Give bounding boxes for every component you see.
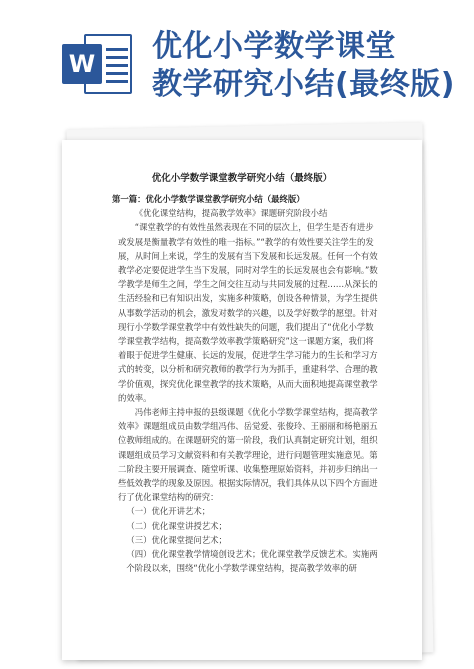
paragraph: 冯伟老师主持申报的县级课题《优化小学数学课堂结构，提高教学效率》课题组成员由数学组冯伟、岳觉爱、张俊玲、王丽丽和杨艳丽五位教师组成的。在课题研究的第一阶段，我们认真制定研究计划，组织课题组成员学习文献资料和有关教学理论，进行问题管理实施意见。第二阶段主要开展调查、随堂听课、收集整理原始资料，并初步归纳出一些低效教学的现象及原因。根据实际情况，我们具体从以下四个方面进行了优化课堂结构的研究： xyxy=(118,407,378,503)
document-page xyxy=(62,140,422,660)
list-item: （一）优化开讲艺术； xyxy=(126,506,211,517)
document-title: 优化小学数学课堂教学研究小结（最终版） xyxy=(151,173,333,184)
word-icon xyxy=(62,34,134,96)
list-item: （二）优化课堂讲授艺术； xyxy=(126,520,227,531)
word-letter-badge: W xyxy=(62,44,102,84)
document-body xyxy=(112,192,380,575)
header-banner xyxy=(0,0,474,118)
list-item: （四）优化课堂教学情境创设艺术；优化课堂教学反馈艺术。实施两个阶段以来，围绕“优化小学数学课堂结构，提高教学效率的研 xyxy=(126,549,378,574)
paragraph: “课堂教学的有效性虽然表现在不同的层次上，但学生是否有进步或发展是衡量教学有效性的唯一指标。”“教学的有效性要关注学生的发展，从时间上来说，学生的发展有当下发展和长远发展。任何一个有效教学必定要促进学生当下发展，同时对学生的长远发展也会有影响。”数学教学是师生之间，学生之间交往互动与共同发展的过程……从深长的生活经验和已有知识出发，实施多种策略，创设各种情景，为学生提供从事数学活动的机会，激发对数学的兴趣，以及学好数学的愿望。针对现行小学数学课堂教学中有效性缺失的问题，我们提出了“优化小学数学课堂教学结构，提高数学效率教学策略研究”这一课题方案，我们将着眼于促进学生健康、长远的发展，促进学生学习能力的生长和学习方式的转变，以分析和研究教师的教学行为为抓手，重建科学、合理的教学价值观，探究优化课堂教学的技术策略，从而大面积地提高课堂教学的效率。 xyxy=(118,222,378,403)
section-heading: 第一篇：优化小学数学课堂教学研究小结（最终版） xyxy=(112,194,305,204)
banner-title-line-1: 优化小学数学课堂 xyxy=(152,29,396,64)
paragraph: 《优化课堂结构，提高教学效率》课题研究阶段小结 xyxy=(134,208,328,219)
list-item: （三）优化课堂提问艺术； xyxy=(126,534,227,545)
banner-title-line-2: 教学研究小结(最终版) xyxy=(152,67,455,102)
banner-title xyxy=(152,28,468,104)
